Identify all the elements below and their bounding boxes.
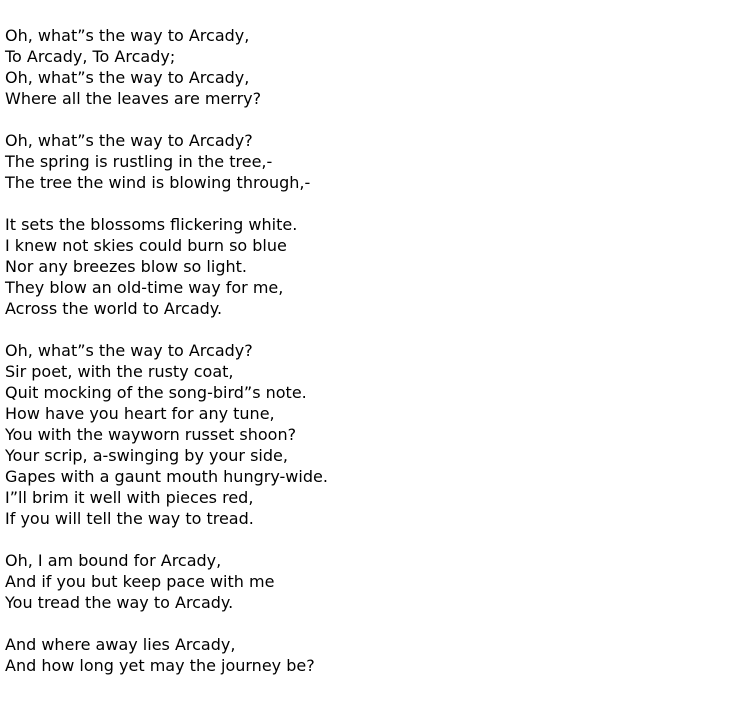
poem-line: And if you but keep pace with me <box>5 572 275 591</box>
poem-line: Oh, what”s the way to Arcady? <box>5 341 253 360</box>
poem-line: I knew not skies could burn so blue <box>5 236 287 255</box>
poem-line: The spring is rustling in the tree,- <box>5 152 273 171</box>
poem-line: You tread the way to Arcady. <box>5 593 234 612</box>
poem-line: Oh, what”s the way to Arcady, <box>5 26 250 45</box>
poem-line: Oh, what”s the way to Arcady, <box>5 68 250 87</box>
poem-line: They blow an old-time way for me, <box>5 278 284 297</box>
poem-line: And where away lies Arcady, <box>5 635 236 654</box>
poem-line: Across the world to Arcady. <box>5 299 223 318</box>
poem-line: Oh, what”s the way to Arcady? <box>5 131 253 150</box>
stanza-2 <box>5 130 745 193</box>
stanza-4 <box>5 340 745 529</box>
poem-line: Sir poet, with the rusty coat, <box>5 362 234 381</box>
poem-line: To Arcady, To Arcady; <box>5 47 176 66</box>
stanza-1 <box>5 25 745 109</box>
poem-line: I”ll brim it well with pieces red, <box>5 488 254 507</box>
poem-line: If you will tell the way to tread. <box>5 509 254 528</box>
poem-line: The tree the wind is blowing through,- <box>5 173 311 192</box>
poem-line: Nor any breezes blow so light. <box>5 257 247 276</box>
poem-line: And how long yet may the journey be? <box>5 656 315 675</box>
stanza-5 <box>5 550 745 613</box>
stanza-3 <box>5 214 745 319</box>
poem-line: You with the wayworn russet shoon? <box>5 425 297 444</box>
poem-line: Gapes with a gaunt mouth hungry-wide. <box>5 467 328 486</box>
poem-line: Oh, I am bound for Arcady, <box>5 551 222 570</box>
poem-text <box>5 25 745 697</box>
stanza-6 <box>5 634 745 676</box>
poem-line: It sets the blossoms flickering white. <box>5 215 298 234</box>
poem-line: Quit mocking of the song-bird”s note. <box>5 383 307 402</box>
poem-line: Where all the leaves are merry? <box>5 89 262 108</box>
poem-line: Your scrip, a-swinging by your side, <box>5 446 288 465</box>
poem-line: How have you heart for any tune, <box>5 404 275 423</box>
